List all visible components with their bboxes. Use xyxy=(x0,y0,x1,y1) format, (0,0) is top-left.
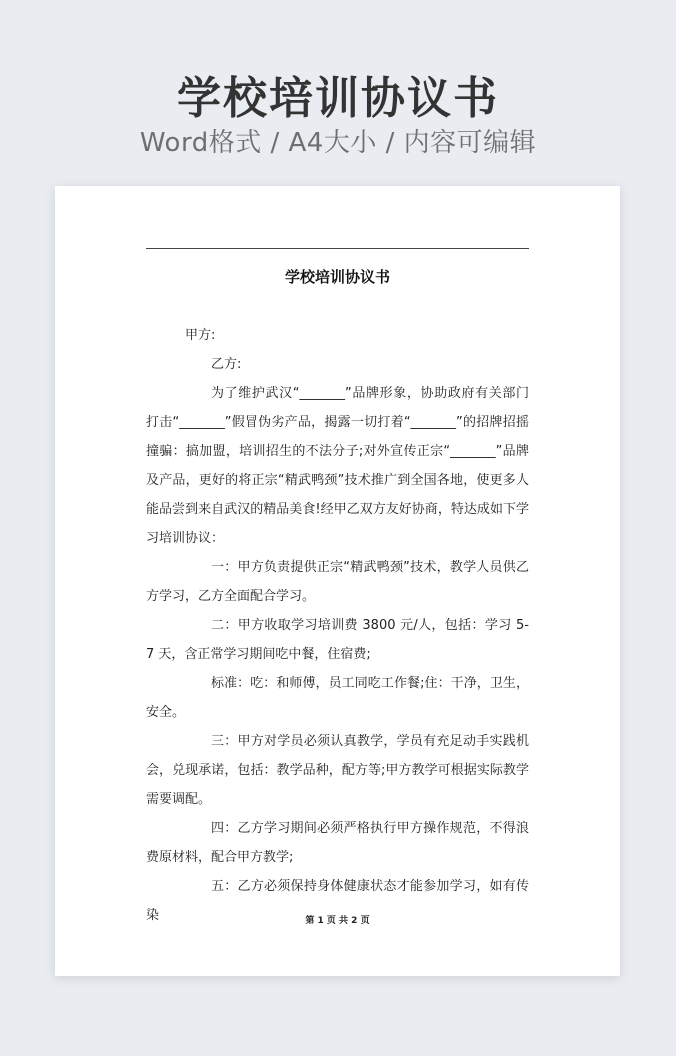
paragraph-clause-2: 二：甲方收取学习培训费 3800 元/人，包括：学习 5-7 天，含正常学习期间吃中餐，住宿费; xyxy=(146,618,529,662)
page-title: 学校培训协议书 xyxy=(177,73,499,124)
paragraph-clause-3: 三：甲方对学员必须认真教学，学员有充足动手实践机会，兑现承诺，包括：教学品种，配方等;甲方教学可根据实际教学需要调配。 xyxy=(146,734,529,807)
paragraph-preamble: 为了维护武汉“_______”品牌形象，协助政府有关部门打击“_______”假冒伪劣产品，揭露一切打着“_______”的招牌招摇撞骗：搞加盟，培训招生的不法分子;对外宣传正宗“_______”品牌及产品，更好的将正宗“精武鸭颈”技术推广到全国各地，使更多人能品尝到来自武汉的精品美食!经甲乙双方友好协商，特达成如下学习培训协议： xyxy=(146,386,529,546)
party-b-label: 乙方: xyxy=(211,357,242,372)
page-subtitle: Word格式 / A4大小 / 内容可编辑 xyxy=(139,128,537,158)
document-title: 学校培训协议书 xyxy=(284,268,390,286)
page-number-footer: 第 1 页 共 2 页 xyxy=(305,916,370,926)
header-rule xyxy=(146,248,529,249)
document-page xyxy=(55,186,620,976)
party-a-label: 甲方: xyxy=(185,328,216,343)
paragraph-clause-4: 四：乙方学习期间必须严格执行甲方操作规范，不得浪费原材料，配合甲方教学; xyxy=(146,821,529,865)
paragraph-clause-1: 一：甲方负责提供正宗“精武鸭颈”技术，教学人员供乙方学习，乙方全面配合学习。 xyxy=(146,560,529,604)
paragraph-clause-5: 五：乙方必须保持身体健康状态才能参加学习，如有传染 xyxy=(146,879,529,923)
document-body xyxy=(146,321,529,930)
paragraph-clause-2-standard: 标准：吃：和师傅，员工同吃工作餐;住：干净，卫生，安全。 xyxy=(146,676,529,720)
